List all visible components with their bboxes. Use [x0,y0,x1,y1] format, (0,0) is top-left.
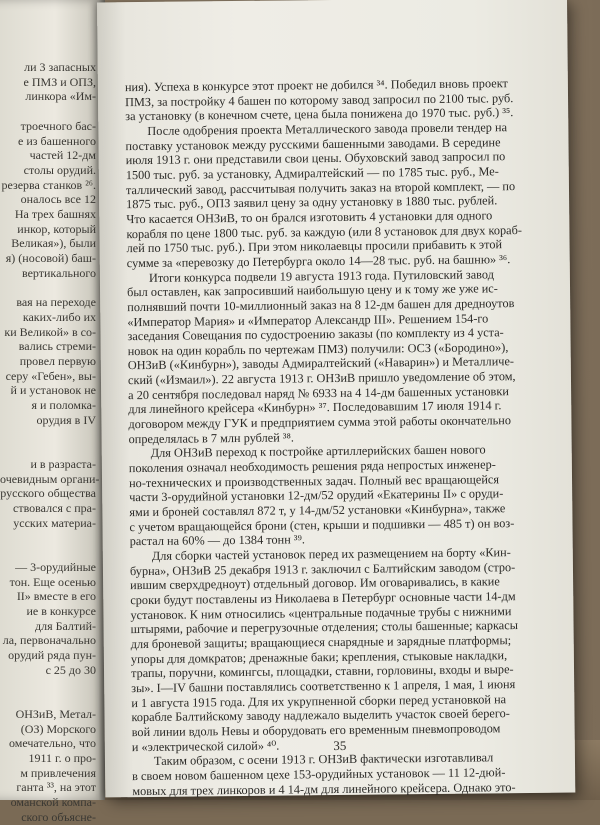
text-line: 1500 тыс. руб. за установку, Адмиралтейский — по 1785 тыс. руб., Ме- [125,164,499,183]
text-line: ния). Успеха в конкурсе этот проект не добился ³⁴. Победил вновь проект [124,76,508,95]
left-text-line: орудия в IV [36,412,96,427]
left-text-line: вая на переходе [16,295,96,310]
left-text-line: ского объясне- [21,809,96,824]
left-text-line: провел первую [19,354,96,369]
right-page-text [125,76,552,799]
left-text-line: II» вместе в его [16,589,96,604]
left-text-line: оманской компа- [10,795,96,810]
text-line: упоры для домкратов; дренажные баки; крепления, стыковые накладки, [130,647,508,666]
left-text-line: очевидным органи- [0,471,100,486]
left-text-line: оналось все 12 [20,192,96,207]
left-text-line: м привлечения [20,765,96,780]
text-line: Что касается ОНЗиВ, то он брался изготовить 4 установки для одного [126,208,493,227]
text-line: таллический завод, рассчитывая получить заказ на второй комплект, — по [125,178,516,197]
text-line: ПМЗ, за постройку 4 башен по которому завод запросил по 2100 тыс. руб. [124,90,514,109]
left-text-line: русского общества [0,486,96,501]
left-text-line [0,678,96,693]
text-line: поколения означал необходимость решения ряда непростых инженер- [128,457,496,476]
left-text-line [0,428,96,443]
left-text-line: орудий ряда пун- [8,648,96,663]
left-text-line: и в разраста- [30,456,96,471]
left-text-line: (ОЗ) Морского [20,721,96,736]
left-text-line: ки Великой» в со- [4,324,96,339]
left-page [0,0,105,824]
left-text-line: ие в конкурсе [26,604,96,619]
page-number: 35 [333,737,347,754]
left-text-line [0,281,96,296]
left-text-line: серу «Гебен», вы- [5,368,96,383]
left-text-line [0,545,96,560]
text-line: Для сборки частей установок перед их размещением на борту «Кин- [151,545,511,563]
text-line: новок на один корабль по чертежам ПМЗ) получили: ОСЗ («Бородино»), [127,339,509,358]
text-line: июля 1913 г. они представили свои цены. Обуховский завод запросил по [125,149,506,168]
text-line: был оставлен, как запросивший наибольшую цену и к тому же уже ис- [126,281,498,300]
left-text-line: для Балтий- [34,618,96,633]
text-line: установок. К ним относились «центральные подачные трубы с нижними [130,603,512,622]
text-line: Для ОНЗиВ переход к постройке артиллерийских башен нового [150,442,486,461]
left-text-line: е из башенного [18,133,96,148]
text-line: ившим сверхдредноут) отдельный договор. Им оговаривались, в какие [130,574,500,593]
left-text-line: Великая»), были [11,236,96,251]
text-line: полнявший почти 10-миллионный заказ на 8 12-дм башен для дредноутов [127,295,515,315]
left-text-line [0,692,96,707]
text-line: а 20 сентября последовал наряд № 6933 на 4 14-дм башенных установки [128,383,509,402]
text-line: для линейного крейсера «Кинбурн» ³⁷. Последовавшим 17 июля 1914 г. [128,398,502,417]
text-line: ОНЗиВ («Кинбурн»), заводы Адмиралтейский («Наварин») и Металличе- [127,354,515,373]
left-text-line: й и установок не [10,383,96,398]
text-line: сроки будут поставлены из Николаева в Петербург основные части 14-дм [130,589,516,608]
left-text-line: я и поломка- [31,398,96,413]
left-text-line: ОНЗиВ, Метал- [15,706,96,721]
text-line: мовых для трех линкоров и 4 14-дм для линейного крейсера. Однако это- [132,779,516,798]
left-text-line: с 25 до 30 [45,662,96,677]
left-text-line: омечательно, что [8,736,96,751]
text-line: вой линии вдоль Невы и оборудовать его временным пневмопроводом [131,721,501,740]
left-text-line: линкора «Им- [25,89,96,104]
left-text-line: столы орудий. [23,162,96,177]
left-text-line: вертикального [21,265,96,280]
left-text-line [0,442,96,457]
text-line: «Император Мария» и «Император Александр III». Решением 154-го [127,310,489,329]
text-line: для броневой защиты; вращающиеся снарядные и зарядные платформы; [130,633,512,652]
text-line: договором между ГУК и предприятием сумма этой работы окончательно [128,413,512,432]
left-text-line: На трех башнях [14,207,96,222]
text-line: ями и броней составлял 872 т, у 14-дм/52 установки «Кинбурна», также [129,501,506,520]
left-text-line: — 3-орудийные [15,559,96,574]
text-line: трапы, поручни, комингсы, площадки, ставни, горловины, входы и выре- [130,662,514,681]
left-text-line: резерва станков ²⁶. [1,177,96,192]
text-line: с учетом вращающейся брони (стен, крыши и подшивки — 485 т) он воз- [129,515,515,534]
left-text-line: ствовался с пра- [13,501,96,516]
text-line: лей по 1750 тыс. руб.). При этом николаевцы просили прибавить к этой [126,237,503,256]
left-text-line: ганта ³³, на этот [16,780,96,795]
left-text-line: частей 12-дм [29,148,96,163]
text-line: ский («Измаил»). 22 августа 1913 г. ОНЗиВ пришло уведомление об этом, [127,369,516,388]
left-text-line: ла, первоначально [2,633,96,648]
left-text-line: усских материа- [13,515,96,530]
left-text-line: ли 3 запасных [24,60,96,74]
text-line: заседания Совещания по судостроению заказы (по комплекту из 4 уста- [127,325,504,344]
left-text-line: инкор, который [17,221,96,236]
text-line: в своем новом башенном цехе 153-орудийных установок — 11 12-дюй- [132,765,506,783]
left-page-text [0,60,100,825]
text-line: зы». I—IV башни поставлялись соответственно к 1 апреля, 1 мая, 1 июня [131,677,516,696]
text-line: сумме за «перевозку до Петербурга около 14—28 тыс. руб. на башню» ³⁶. [126,252,511,271]
text-line: части 3-орудийной установки 12-дм/52 орудий «Екатерины II» с оруди- [129,486,504,505]
text-line: и «электрической силой» ⁴⁰. [131,738,280,754]
text-line: за установку (в конечном счете, цена была понижена до 1970 тыс. руб.) ³⁵. [125,105,514,124]
left-text-line: тон. Еще осенью [9,574,96,589]
left-text-line [0,531,96,546]
text-line: 1875 тыс. руб., ОПЗ заявил цену за одну установку в 1880 тыс. рублей. [126,193,498,212]
left-text-line: вались стреми- [18,339,96,354]
left-text-line [0,104,96,119]
text-line: корабля по цене 1800 тыс. руб. за каждую (или 8 установок для двух кораб- [126,222,522,241]
text-line: штырями, рабочие и перегрузочные отделения; столы башенные; каркасы [130,618,519,637]
text-line: После одобрения проекта Металлического завода провели тендер на [147,120,508,138]
text-line: но-технических и производственных задач. Полный вес вращающейся [128,471,500,490]
text-line: поставку установок между русскими башенными заводами. В середине [125,134,501,153]
text-line: определялась в 7 млн рублей ³⁸. [128,430,294,446]
left-text-line: троечного бас- [20,118,96,133]
left-text-line: е ПМЗ и ОПЗ, [23,74,96,89]
text-line: растал на 60% — до 1384 тонн ³⁹. [129,532,305,549]
left-text-line: 1911 г. о про- [28,751,96,766]
text-line: бурна», ОНЗиВ 25 декабря 1913 г. заключил с Балтийским заводом (стро- [129,559,516,578]
left-text-line: я) (носовой) баш- [5,251,96,266]
text-line: Таким образом, с осени 1913 г. ОНЗиВ фактически изготавливал [153,750,494,769]
text-line: корабле Балтийскому заводу надлежало выделить участок своей берего- [131,706,510,725]
text-line: и 1 августа 1915 года. Для их укрупненной сборки перед установкой на [131,691,507,710]
left-text-line: каких-либо их [22,309,96,324]
text-line: Итоги конкурса подвели 19 августа 1913 года. Путиловский завод [148,266,494,285]
right-page [97,0,575,797]
